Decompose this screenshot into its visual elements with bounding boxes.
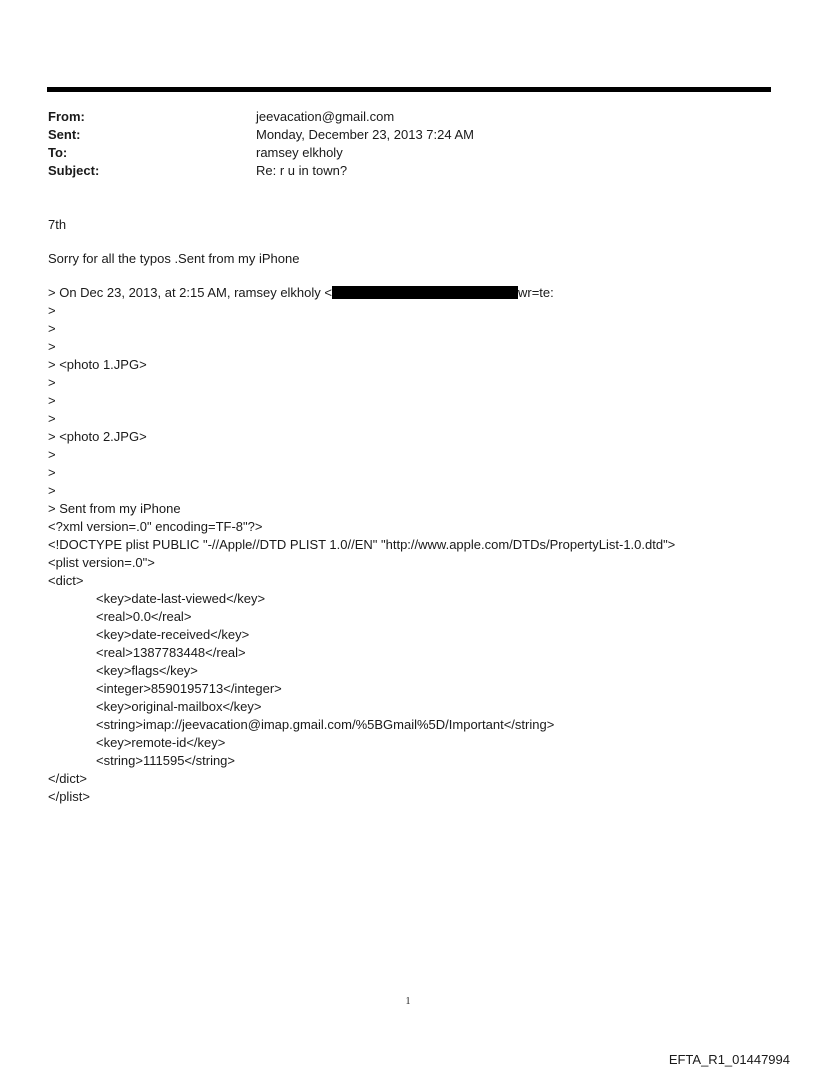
subject-value: Re: r u in town? (256, 163, 348, 178)
sent-value: Monday, December 23, 2013 7:24 AM (256, 127, 474, 142)
quote-marker: > (48, 375, 56, 390)
xml-declaration: <?xml version=.0" encoding=TF-8"?> (48, 519, 263, 534)
quote-sent-line: > Sent from my iPhone (48, 501, 181, 516)
dict-open: <dict> (48, 573, 84, 588)
signature-line: Sorry for all the typos .Sent from my iPhone (48, 251, 300, 266)
email-body (48, 216, 788, 806)
reply-text: 7th (48, 217, 67, 232)
plist-value-line: <string>111595</string> (96, 753, 236, 768)
plist-value-line: <real>1387783448</real> (96, 645, 246, 660)
quote-intro-start: > On Dec 23, 2013, at 2:15 AM, ramsey elkholy < (48, 285, 332, 300)
to-label: To: (48, 145, 68, 160)
subject-label: Subject: (48, 163, 100, 178)
to-row (48, 144, 748, 162)
to-value: ramsey elkholy (256, 145, 343, 160)
plist-key-line: <key>original-mailbox</key> (96, 699, 262, 714)
quote-marker: > (48, 303, 56, 318)
bates-number: EFTA_R1_01447994 (668, 1052, 790, 1067)
plist-key-line: <key>date-last-viewed</key> (96, 591, 266, 606)
redaction-bar (332, 286, 518, 299)
doctype-line: <!DOCTYPE plist PUBLIC "-//Apple//DTD PLIST 1.0//EN" "http://www.apple.com/DTDs/PropertyList-1.0.dtd"> (48, 537, 676, 552)
quote-marker: > (48, 411, 56, 426)
subject-row (48, 162, 748, 180)
attachment-photo-2: > <photo 2.JPG> (48, 429, 147, 444)
quote-intro-end: wr=te: (518, 285, 554, 300)
page-number: 1 (405, 996, 411, 1007)
header-divider (47, 87, 771, 92)
quote-marker: > (48, 447, 56, 462)
from-label: From: (48, 109, 85, 124)
email-header (48, 108, 748, 180)
plist-key-line: <key>date-received</key> (96, 627, 250, 642)
quote-marker: > (48, 393, 56, 408)
plist-open: <plist version=.0"> (48, 555, 155, 570)
plist-close: </plist> (48, 789, 90, 804)
attachment-photo-1: > <photo 1.JPG> (48, 357, 147, 372)
quote-marker: > (48, 321, 56, 336)
from-row (48, 108, 748, 126)
plist-value-line: <string>imap://jeevacation@imap.gmail.com/%5BGmail%5D/Important</string> (96, 717, 555, 732)
plist-value-line: <integer>8590195713</integer> (96, 681, 282, 696)
plist-value-line: <real>0.0</real> (96, 609, 192, 624)
plist-key-line: <key>remote-id</key> (96, 735, 226, 750)
quote-marker: > (48, 483, 56, 498)
dict-close: </dict> (48, 771, 88, 786)
sent-row (48, 126, 748, 144)
sent-label: Sent: (48, 127, 81, 142)
plist-key-line: <key>flags</key> (96, 663, 198, 678)
from-value: jeevacation@gmail.com (256, 109, 395, 124)
quote-marker: > (48, 339, 56, 354)
quote-marker: > (48, 465, 56, 480)
quote-intro (48, 284, 788, 302)
